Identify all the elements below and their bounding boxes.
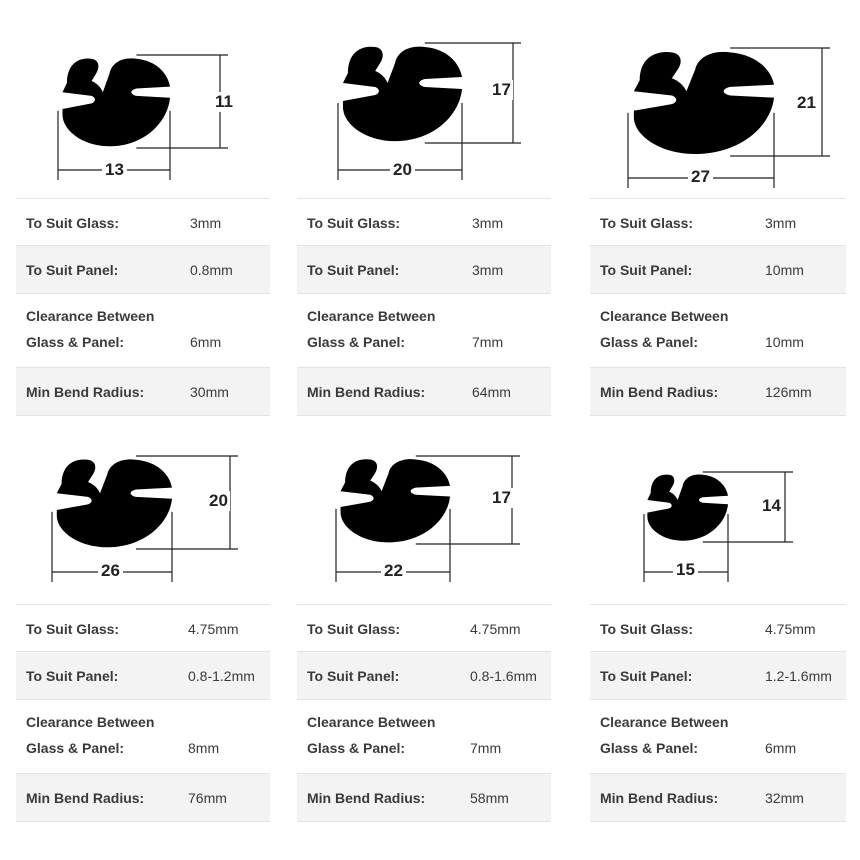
- spec-label-clearance-line1: Clearance Between: [26, 308, 155, 324]
- rubber-channel-profile-icon: [634, 52, 774, 154]
- spec-value-glass: 3mm: [472, 214, 504, 231]
- rubber-channel-profile-icon: [647, 475, 728, 541]
- spec-value-clearance: 7mm: [470, 740, 502, 756]
- height-dimension-label: 17: [492, 80, 511, 99]
- spec-value-panel: 0.8mm: [190, 262, 233, 278]
- spec-value-clearance: 8mm: [188, 740, 220, 756]
- spec-value-glass: 3mm: [765, 214, 797, 231]
- spec-value-clearance: 6mm: [765, 740, 797, 756]
- spec-value-panel: 10mm: [765, 262, 804, 278]
- width-dimension-label: 22: [381, 561, 406, 581]
- rubber-channel-profile-icon: [341, 459, 450, 542]
- spec-value-glass: 4.75mm: [188, 620, 239, 637]
- spec-label-glass: To Suit Glass:: [307, 214, 401, 231]
- height-dimension-label: 11: [215, 92, 233, 111]
- rubber-channel-profile-icon: [57, 459, 172, 547]
- spec-label-bend: Min Bend Radius:: [26, 790, 145, 806]
- spec-label-clearance-line1: Clearance Between: [600, 714, 729, 730]
- spec-value-panel: 3mm: [472, 262, 504, 278]
- rubber-channel-profile-icon: [343, 47, 462, 142]
- spec-label-bend: Min Bend Radius:: [26, 384, 145, 400]
- width-dimension-label: 13: [102, 160, 127, 180]
- spec-value-bend: 76mm: [188, 790, 227, 806]
- spec-value-bend: 126mm: [765, 384, 812, 400]
- spec-label-glass: To Suit Glass:: [600, 620, 694, 637]
- spec-value-panel: 0.8-1.2mm: [188, 668, 255, 684]
- spec-label-panel: To Suit Panel:: [307, 262, 400, 278]
- spec-value-glass: 3mm: [190, 214, 222, 231]
- spec-value-clearance: 6mm: [190, 334, 222, 350]
- height-dimension-label: 20: [209, 491, 228, 510]
- spec-label-bend: Min Bend Radius:: [600, 384, 719, 400]
- spec-label-panel: To Suit Panel:: [600, 668, 693, 684]
- spec-label-clearance-line2: Glass & Panel:: [307, 740, 406, 756]
- spec-label-glass: To Suit Glass:: [307, 620, 401, 637]
- spec-label-clearance-line1: Clearance Between: [600, 308, 729, 324]
- spec-label-clearance-line1: Clearance Between: [307, 714, 436, 730]
- spec-label-panel: To Suit Panel:: [26, 262, 119, 278]
- spec-label-bend: Min Bend Radius:: [307, 384, 426, 400]
- spec-label-clearance-line2: Glass & Panel:: [26, 334, 125, 350]
- spec-label-bend: Min Bend Radius:: [307, 790, 426, 806]
- width-dimension-label: 20: [390, 160, 415, 180]
- spec-value-bend: 32mm: [765, 790, 804, 806]
- spec-label-clearance-line2: Glass & Panel:: [600, 740, 699, 756]
- spec-value-panel: 1.2-1.6mm: [765, 668, 832, 684]
- spec-value-panel: 0.8-1.6mm: [470, 668, 537, 684]
- spec-value-bend: 64mm: [472, 384, 511, 400]
- spec-label-bend: Min Bend Radius:: [600, 790, 719, 806]
- spec-label-panel: To Suit Panel:: [600, 262, 693, 278]
- spec-label-clearance-line2: Glass & Panel:: [600, 334, 699, 350]
- spec-label-glass: To Suit Glass:: [26, 620, 120, 637]
- spec-label-panel: To Suit Panel:: [26, 668, 119, 684]
- spec-label-panel: To Suit Panel:: [307, 668, 400, 684]
- spec-label-clearance-line2: Glass & Panel:: [307, 334, 406, 350]
- width-dimension-label: 26: [98, 561, 123, 581]
- spec-label-clearance-line2: Glass & Panel:: [26, 740, 125, 756]
- height-dimension-label: 17: [492, 488, 511, 507]
- rubber-channel-profile-icon: [62, 58, 170, 146]
- width-dimension-label: 27: [688, 167, 713, 187]
- spec-label-glass: To Suit Glass:: [26, 214, 120, 231]
- spec-value-bend: 30mm: [190, 384, 229, 400]
- width-dimension-label: 15: [673, 560, 698, 580]
- spec-value-bend: 58mm: [470, 790, 509, 806]
- spec-value-glass: 4.75mm: [470, 620, 521, 637]
- spec-label-glass: To Suit Glass:: [600, 214, 694, 231]
- height-dimension-label: 14: [762, 496, 781, 515]
- spec-value-clearance: 7mm: [472, 334, 504, 350]
- spec-label-clearance-line1: Clearance Between: [26, 714, 155, 730]
- height-dimension-label: 21: [797, 93, 816, 112]
- spec-label-clearance-line1: Clearance Between: [307, 308, 436, 324]
- spec-value-clearance: 10mm: [765, 334, 804, 350]
- spec-value-glass: 4.75mm: [765, 620, 816, 637]
